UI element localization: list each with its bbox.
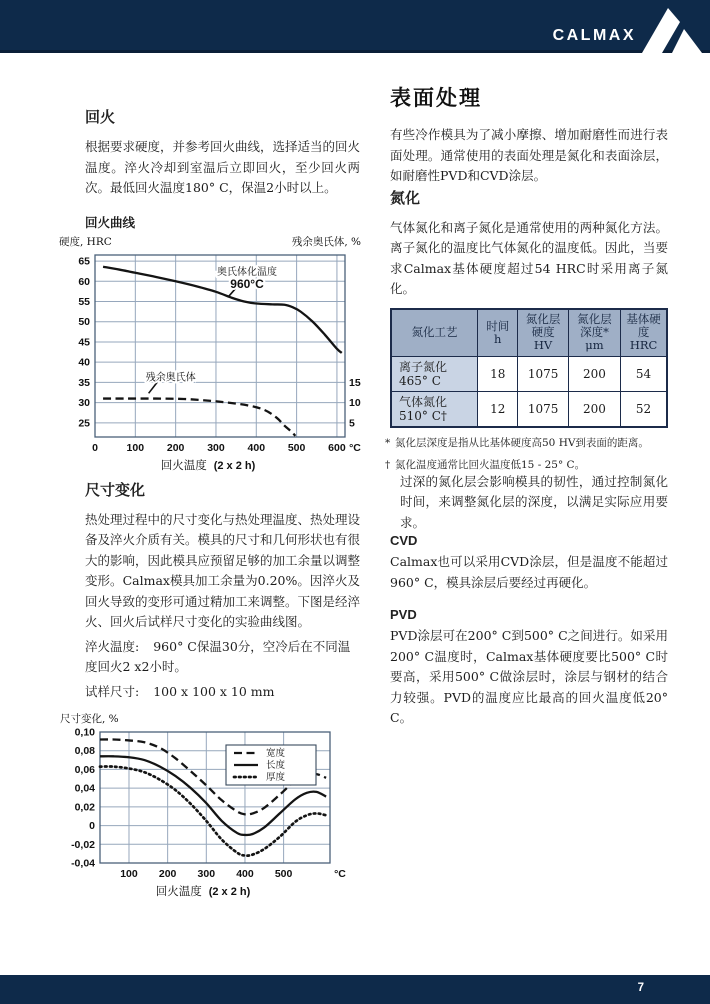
surface-treatment-heading: 表面处理 (390, 85, 482, 110)
svg-text:35: 35 (78, 376, 90, 389)
table-cell: 12 (478, 391, 518, 427)
right-column (385, 82, 668, 729)
pvd-heading: PVD (390, 607, 417, 622)
svg-text:500: 500 (274, 868, 293, 880)
svg-text:回火温度(2 x 2 h): 回火温度 (2 x 2 h) (160, 457, 256, 472)
sample-size-label: 试样尺寸: (85, 683, 140, 699)
tempering-curve-chart (59, 233, 360, 479)
svg-text:200: 200 (158, 868, 177, 880)
mountain-logo-icon (642, 8, 708, 53)
quench-temperature-value: 960° C保温30分，空冷后在不同温度回火2 x2小时。 (85, 638, 351, 674)
svg-text:600: 600 (328, 441, 346, 454)
svg-text:°C: °C (349, 441, 361, 454)
table-cell: 1075 (518, 356, 568, 391)
sample-size-line (85, 682, 360, 703)
nitriding-table (390, 308, 668, 428)
table-cell: 54 (621, 356, 667, 391)
table-row (391, 356, 667, 391)
svg-text:宽度: 宽度 (266, 748, 286, 759)
table-cell: 1075 (518, 391, 568, 427)
svg-text:尺寸变化, %: 尺寸变化, % (60, 713, 119, 725)
table-header-cell: 氮化工艺 (391, 309, 478, 357)
svg-text:65: 65 (78, 255, 90, 268)
svg-text:55: 55 (78, 295, 90, 308)
svg-text:-0,02: -0,02 (71, 838, 95, 851)
svg-text:50: 50 (78, 315, 90, 328)
svg-text:500: 500 (287, 441, 306, 454)
header-bar (0, 0, 710, 53)
svg-text:残余奥氏体, %: 残余奥氏体, % (291, 235, 361, 248)
table-cell: 200 (568, 356, 620, 391)
nitriding-note-paragraph: 过深的氮化层会影响模具的韧性，通过控制氮化时间，来调整氮化层的深度，以满足实际应用要求。 (400, 473, 668, 530)
svg-text:400: 400 (247, 441, 266, 454)
svg-text:960°C: 960°C (230, 276, 264, 291)
quench-temperature-line (85, 637, 360, 678)
tempering-paragraph: 根据要求硬度，并参考回火曲线，选择适当的回火温度。淬火冷却到室温后立即回火，至少回火两次。最低回火温度180° C，保温2小时以上。 (85, 139, 361, 195)
cvd-heading: CVD (390, 533, 418, 548)
surface-treatment-paragraph: 有些冷作模具为了减小摩擦、增加耐磨性而进行表面处理。通常使用的表面处理是氮化和表面涂层，如耐磨性PVD和CVD涂层。 (390, 127, 668, 183)
svg-text:0,08: 0,08 (74, 745, 95, 758)
svg-text:硬度, HRC: 硬度, HRC (59, 235, 112, 248)
svg-text:0,02: 0,02 (74, 801, 95, 814)
left-column (59, 106, 361, 906)
table-header-cell: 氮化层 硬度 HV (518, 309, 568, 357)
table-header-row (391, 309, 667, 357)
svg-text:回火温度(2 x 2 h): 回火温度 (2 x 2 h) (155, 884, 251, 898)
table-cell-process: 气体氮化 510° C† (391, 391, 478, 427)
svg-text:°C: °C (334, 868, 346, 880)
table-cell: 200 (568, 391, 620, 427)
svg-text:0,04: 0,04 (74, 782, 95, 795)
svg-text:10: 10 (349, 396, 361, 409)
svg-text:0: 0 (92, 441, 98, 454)
footnote: * 氮化层深度是指从比基体硬度高50 HV到表面的距离。 (385, 436, 649, 449)
footer-bar (0, 975, 710, 1004)
dimensional-change-chart (60, 710, 360, 906)
svg-text:0,10: 0,10 (74, 726, 95, 739)
pvd-paragraph: PVD涂层可在200° C到500° C之间进行。如采用200° C温度时，Calmax基体硬度要比500° C时要高，采用500° C做涂层时，涂层与钢材的结合力较强。PVD的温度应比最高的回火温度低20° C。 (390, 628, 668, 725)
cvd-paragraph: Calmax也可以采用CVD涂层，但是温度不能超过960° C，模具涂层后要经过再硬化。 (390, 554, 668, 590)
footnote: † 氮化温度通常比回火温度低15 - 25° C。 (385, 458, 586, 471)
svg-text:奥氏体化温度: 奥氏体化温度 (217, 266, 278, 278)
table-row (391, 391, 667, 427)
svg-text:30: 30 (78, 396, 90, 409)
sample-size-value: 100 x 100 x 10 mm (153, 683, 275, 699)
svg-text:0,06: 0,06 (74, 763, 95, 776)
svg-text:15: 15 (349, 376, 361, 389)
svg-text:-0,04: -0,04 (71, 857, 95, 870)
page-number: 7 (637, 982, 644, 994)
brand-wordmark: CALMAX (552, 27, 636, 44)
tempering-curve-label: 回火曲线 (85, 214, 136, 230)
svg-text:45: 45 (78, 335, 90, 348)
quench-temperature-label: 淬火温度: (85, 638, 140, 654)
svg-text:100: 100 (126, 441, 145, 454)
svg-text:40: 40 (78, 356, 90, 369)
nitriding-heading: 氮化 (390, 189, 421, 207)
svg-text:厚度: 厚度 (266, 772, 286, 783)
svg-text:100: 100 (120, 868, 138, 880)
svg-text:25: 25 (78, 416, 90, 429)
nitriding-paragraph: 气体氮化和离子氮化是通常使用的两种氮化方法。离子氮化的温度比气体氮化的温度低。因此，当要求Calmax基体硬度超过54 HRC时采用离子氮化。 (390, 219, 668, 296)
svg-text:300: 300 (207, 441, 225, 454)
svg-text:400: 400 (236, 868, 254, 880)
svg-text:300: 300 (197, 868, 216, 880)
table-cell: 18 (478, 356, 518, 391)
dimension-heading: 尺寸变化 (85, 481, 146, 499)
table-header-cell: 时间 h (478, 309, 518, 357)
table-header-cell: 基体硬度 HRC (621, 309, 667, 357)
svg-text:长度: 长度 (266, 760, 286, 771)
table-cell: 52 (621, 391, 667, 427)
table-cell-process: 离子氮化 465° C (391, 356, 478, 391)
dimension-paragraph: 热处理过程中的尺寸变化与热处理温度、热处理设备及淬火介质有关。模具的尺寸和几何形状也有很大的影响，因此模具应预留足够的加工余量以调整变形。Calmax模具加工余量为0.20%。因淬火及回火导致的变形可通过精加工来调整。下图是经淬火、回火后试样尺寸变化的实验曲线图。 (85, 511, 361, 629)
svg-text:残余奥氏体: 残余奥氏体 (145, 371, 196, 383)
svg-text:60: 60 (78, 275, 90, 288)
tempering-heading: 回火 (85, 109, 116, 126)
svg-text:5: 5 (349, 416, 355, 429)
svg-text:0: 0 (89, 820, 95, 833)
table-header-cell: 氮化层 深度* μm (568, 309, 620, 357)
svg-text:200: 200 (166, 441, 185, 454)
